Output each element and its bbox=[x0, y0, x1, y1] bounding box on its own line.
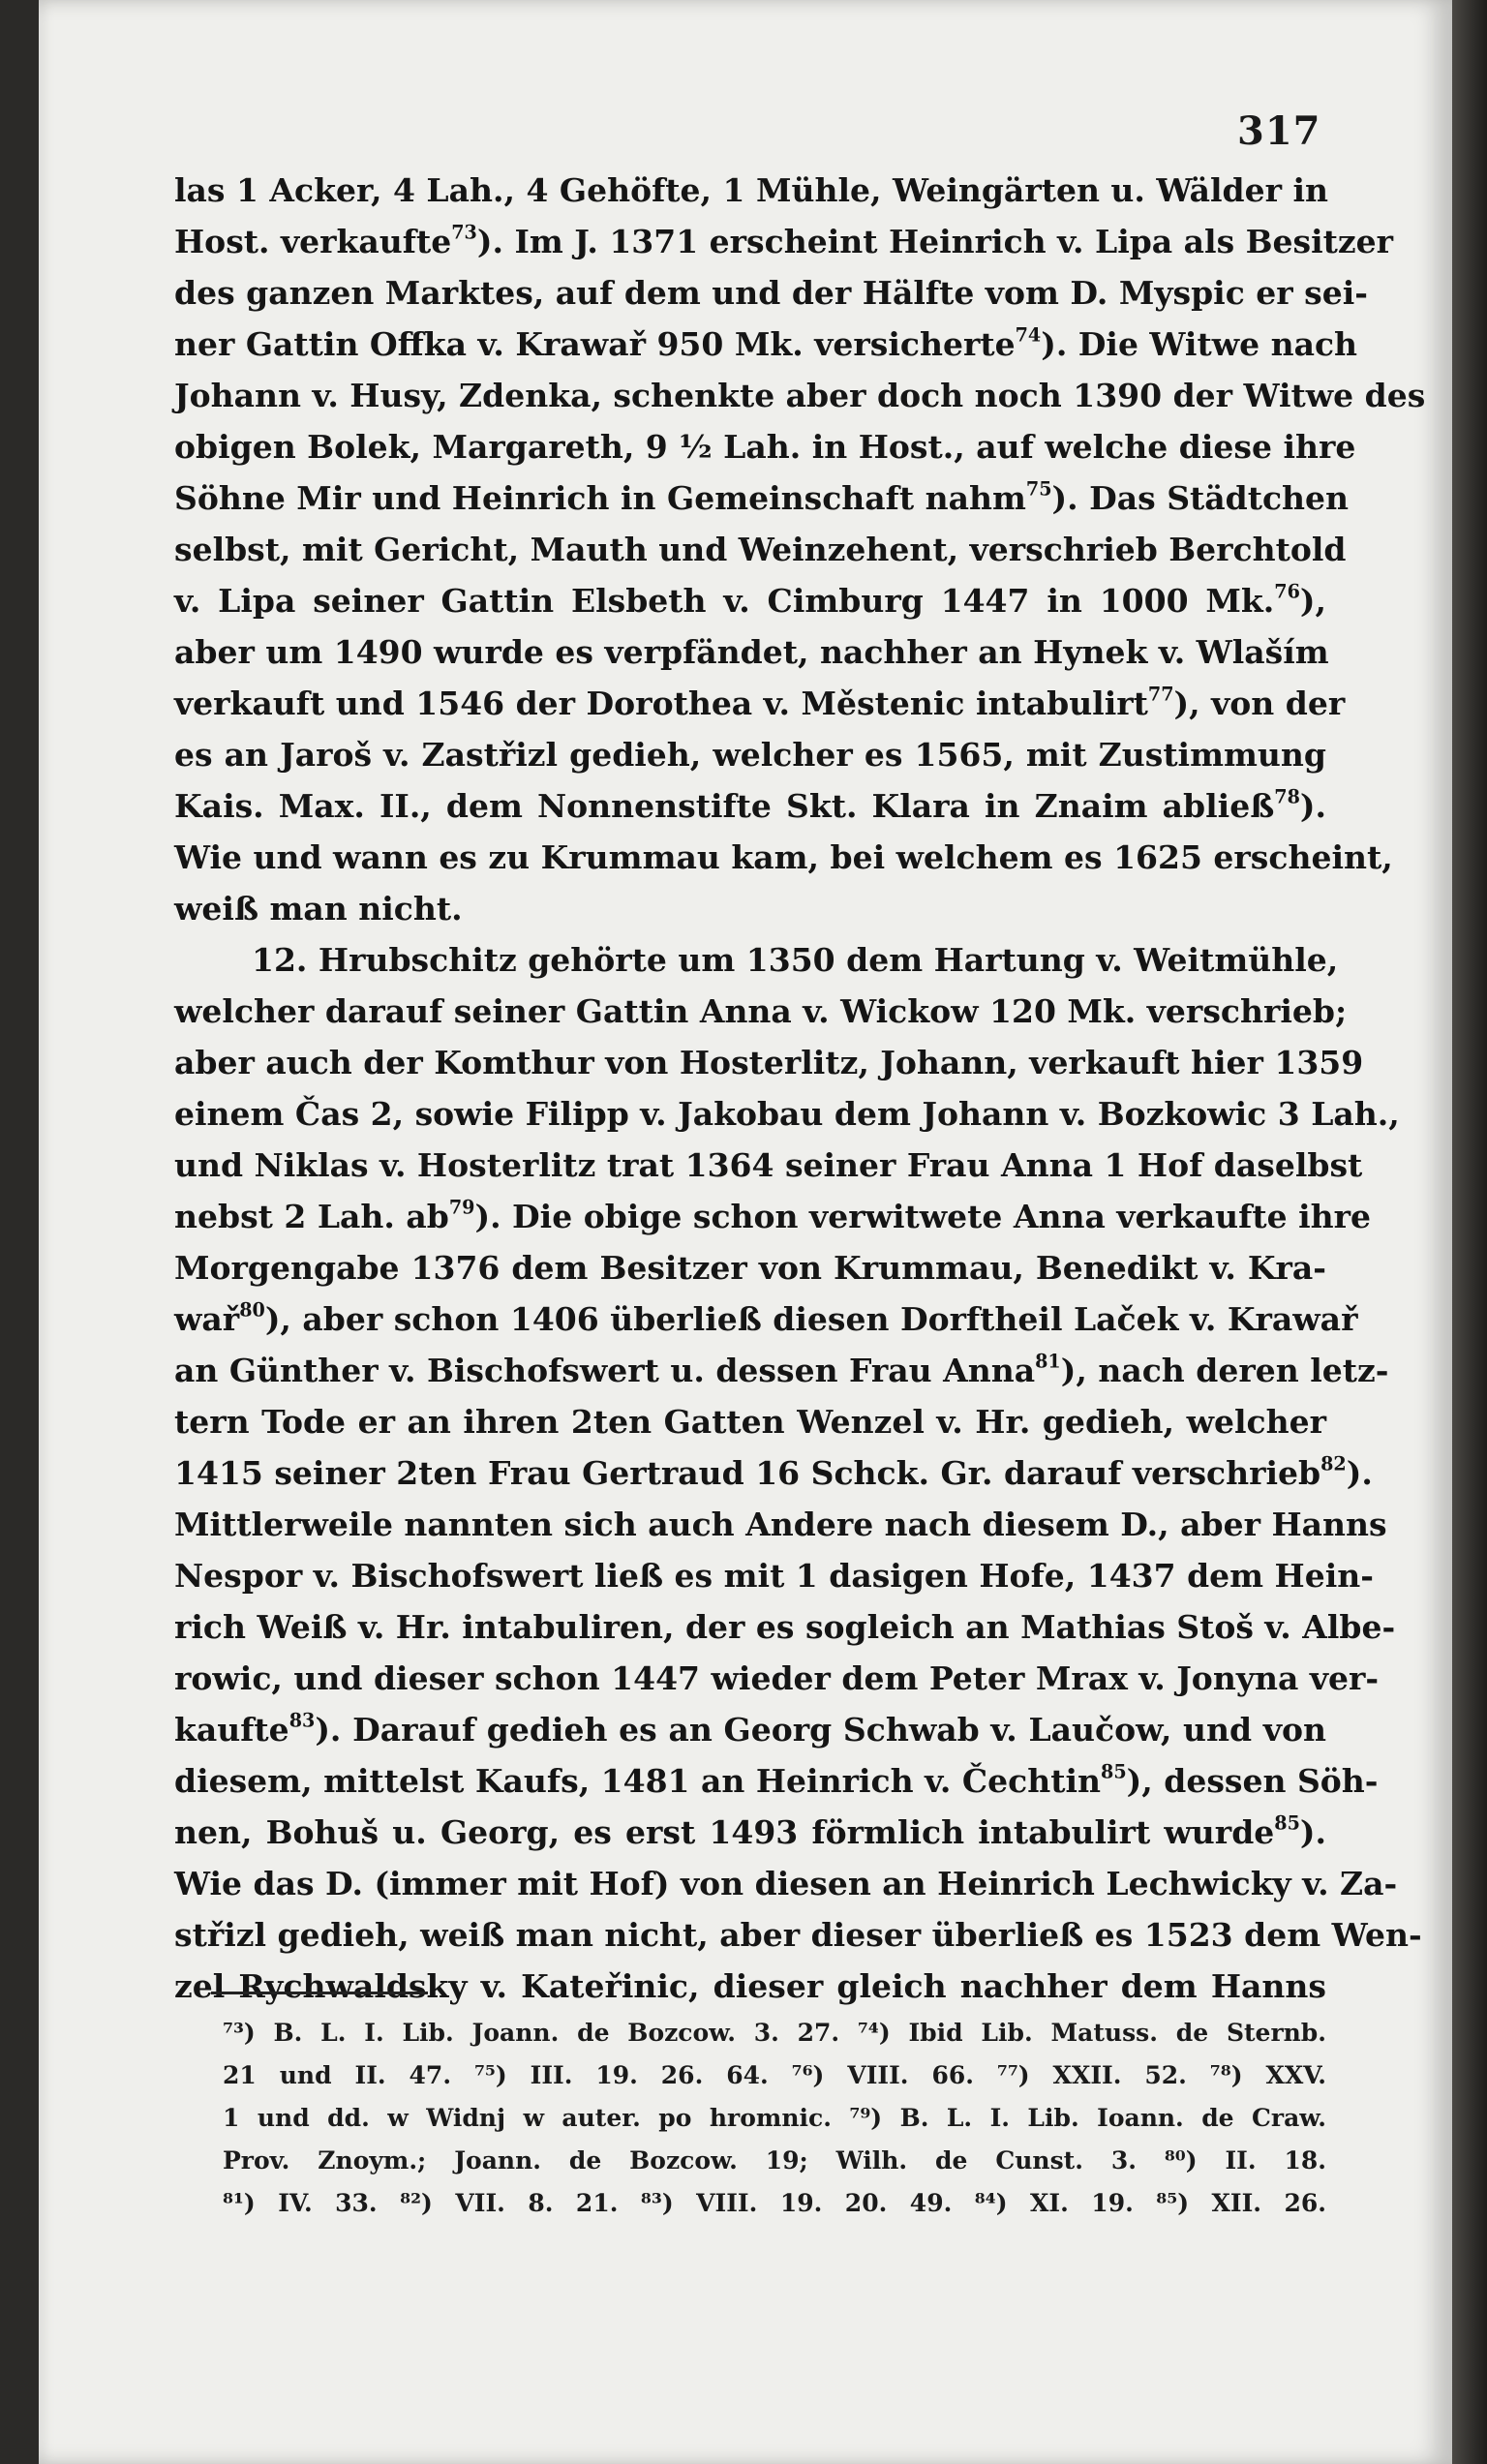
footnote-ref: 75 bbox=[1025, 477, 1052, 501]
text-line bbox=[174, 575, 1326, 626]
line-text: verkauft und 1546 der Dorothea v. Městenic intabulirt bbox=[174, 684, 1148, 722]
line-text: Wie das D. (immer mit Hof) von diesen an Heinrich Lechwicky v. Za- bbox=[174, 1865, 1398, 1902]
line-text: ner Gattin Offka v. Krawař 950 Mk. versicherte bbox=[174, 325, 1016, 363]
text-line bbox=[174, 1447, 1373, 1499]
footnote-ref: 73 bbox=[451, 221, 477, 244]
line-text: obigen Bolek, Margareth, 9 ½ Lah. in Host., auf welche diese ihre bbox=[174, 428, 1356, 466]
line-text: Wie und wann es zu Krummau kam, bei welchem es 1625 erscheint, bbox=[174, 838, 1393, 876]
book-edge bbox=[1452, 0, 1487, 2464]
text-line bbox=[174, 1345, 1389, 1396]
line-text: Host. verkaufte bbox=[174, 223, 452, 260]
text-line bbox=[174, 678, 1346, 729]
line-text: aber auch der Komthur von Hosterlitz, Johann, verkauft hier 1359 bbox=[174, 1044, 1364, 1081]
line-text: Morgengabe 1376 dem Besitzer von Krummau, Benedikt v. Kra- bbox=[174, 1249, 1326, 1287]
line-text: einem Čas 2, sowie Filipp v. Jakobau dem Johann v. Bozkowic 3 Lah., bbox=[174, 1095, 1400, 1133]
text-line bbox=[174, 626, 1329, 678]
line-text: nebst 2 Lah. ab bbox=[174, 1198, 449, 1235]
footnote-ref: 82 bbox=[1320, 1452, 1347, 1475]
text-line bbox=[174, 1858, 1398, 1909]
text-line bbox=[174, 729, 1326, 780]
text-line bbox=[174, 1140, 1363, 1191]
line-text: střizl gedieh, weiß man nicht, aber dieser überließ es 1523 dem Wen- bbox=[174, 1916, 1422, 1954]
line-text: nen, Bohuš u. Georg, es erst 1493 förmlich intabulirt wurde bbox=[174, 1813, 1275, 1851]
footnote-line: ⁷³) B. L. I. Lib. Joann. de Bozcow. 3. 27. ⁷⁴) Ibid Lib. Matuss. de Sternb. bbox=[223, 2019, 1326, 2047]
line-text-tail: ), dessen Söh- bbox=[1126, 1762, 1379, 1800]
text-line bbox=[174, 832, 1393, 883]
page-number: 317 bbox=[1237, 108, 1321, 154]
footnote-divider bbox=[211, 1992, 428, 1994]
line-text: tern Tode er an ihren 2ten Gatten Wenzel v. Hr. gedieh, welcher bbox=[174, 1403, 1326, 1441]
line-text: aber um 1490 wurde es verpfändet, nachher an Hynek v. Wlaším bbox=[174, 633, 1329, 671]
footnote-ref: 76 bbox=[1274, 580, 1300, 603]
footnote-line: 21 und II. 47. ⁷⁵) III. 19. 26. 64. ⁷⁶) VIII. 66. ⁷⁷) XXII. 52. ⁷⁸) XXV. bbox=[223, 2061, 1326, 2089]
text-line bbox=[174, 1755, 1379, 1807]
text-line bbox=[174, 1499, 1387, 1550]
main-text bbox=[174, 165, 1426, 2012]
line-text: Mittlerweile nannten sich auch Andere nach diesem D., aber Hanns bbox=[174, 1506, 1387, 1543]
line-text: kaufte bbox=[174, 1711, 289, 1749]
line-text: und Niklas v. Hosterlitz trat 1364 seiner Frau Anna 1 Hof daselbst bbox=[174, 1146, 1363, 1184]
text-line bbox=[174, 883, 1326, 934]
text-line bbox=[174, 1550, 1374, 1601]
line-text: rich Weiß v. Hr. intabuliren, der es sogleich an Mathias Stoš v. Albe- bbox=[174, 1608, 1396, 1646]
line-text-tail: ), aber schon 1406 überließ diesen Dorftheil Laček v. Krawař bbox=[264, 1300, 1358, 1338]
line-text: wař bbox=[174, 1300, 240, 1338]
line-text-tail: ). bbox=[1299, 787, 1326, 825]
line-text: 1415 seiner 2ten Frau Gertraud 16 Schck. Gr. darauf verschrieb bbox=[174, 1454, 1321, 1492]
line-text-tail: ), von der bbox=[1173, 684, 1346, 722]
line-text: Kais. Max. II., dem Nonnenstifte Skt. Klara in Znaim abließ bbox=[174, 787, 1275, 825]
line-text-tail: ), bbox=[1299, 582, 1326, 620]
footnote-line: 1 und dd. w Widnj w auter. po hromnic. ⁷⁹) B. L. I. Lib. Ioann. de Craw. bbox=[223, 2104, 1326, 2132]
line-text-tail: ). Im J. 1371 erscheint Heinrich v. Lipa als Besitzer bbox=[476, 223, 1394, 260]
footnote-ref: 79 bbox=[448, 1196, 475, 1219]
footnote-ref: 83 bbox=[288, 1709, 316, 1732]
footnote-ref: 81 bbox=[1035, 1350, 1061, 1373]
line-text: Söhne Mir und Heinrich in Gemeinschaft nahm bbox=[174, 479, 1026, 517]
line-text: weiß man nicht. bbox=[174, 890, 463, 928]
text-line bbox=[174, 1704, 1326, 1755]
book-page bbox=[39, 0, 1452, 2464]
line-text-tail: ). Das Städtchen bbox=[1051, 479, 1350, 517]
text-line bbox=[174, 165, 1326, 216]
text-line bbox=[174, 1961, 1326, 2012]
footnote-ref: 74 bbox=[1015, 323, 1042, 347]
line-text-tail: ), nach deren letz- bbox=[1060, 1352, 1389, 1389]
line-text: 12. Hrubschitz gehörte um 1350 dem Hartung v. Weitmühle, bbox=[252, 941, 1339, 979]
text-line bbox=[174, 1807, 1326, 1858]
text-line bbox=[174, 1653, 1380, 1704]
line-text: diesem, mittelst Kaufs, 1481 an Heinrich v. Čechtin bbox=[174, 1762, 1102, 1800]
text-line bbox=[174, 370, 1426, 421]
footnote-ref: 77 bbox=[1147, 683, 1174, 706]
footnotes bbox=[223, 2012, 1326, 2225]
text-line bbox=[174, 1242, 1326, 1293]
line-text-tail: ). bbox=[1346, 1454, 1373, 1492]
footnote-ref: 85 bbox=[1101, 1760, 1127, 1783]
footnote-line: ⁸¹) IV. 33. ⁸²) VII. 8. 21. ⁸³) VIII. 19. 20. 49. ⁸⁴) XI. 19. ⁸⁵) XII. 26. bbox=[223, 2189, 1326, 2217]
line-text: welcher darauf seiner Gattin Anna v. Wickow 120 Mk. verschrieb; bbox=[174, 992, 1348, 1030]
line-text: Nespor v. Bischofswert ließ es mit 1 dasigen Hofe, 1437 dem Hein- bbox=[174, 1557, 1374, 1595]
text-line bbox=[174, 1191, 1371, 1242]
text-line bbox=[174, 780, 1326, 832]
text-line bbox=[174, 319, 1358, 370]
footnote-ref: 78 bbox=[1274, 785, 1300, 808]
line-text: an Günther v. Bischofswert u. dessen Frau Anna bbox=[174, 1352, 1036, 1389]
text-line bbox=[174, 524, 1347, 575]
line-text-tail: ). Darauf gedieh es an Georg Schwab v. Laučow, und von bbox=[315, 1711, 1326, 1749]
footnote-ref: 85 bbox=[1274, 1811, 1300, 1835]
text-line bbox=[174, 216, 1394, 267]
line-text: las 1 Acker, 4 Lah., 4 Gehöfte, 1 Mühle, Weingärten u. Wälder in bbox=[174, 171, 1328, 209]
footnote-ref: 80 bbox=[239, 1298, 265, 1322]
line-text: v. Lipa seiner Gattin Elsbeth v. Cimburg 1447 in 1000 Mk. bbox=[174, 582, 1275, 620]
line-text-tail: ). Die obige schon verwitwete Anna verkaufte ihre bbox=[474, 1198, 1371, 1235]
text-line bbox=[174, 421, 1356, 472]
text-line bbox=[174, 1909, 1422, 1961]
line-text: selbst, mit Gericht, Mauth und Weinzehent, verschrieb Berchtold bbox=[174, 531, 1347, 568]
line-text: zel Rychwaldsky v. Kateřinic, dieser gleich nachher dem Hanns bbox=[174, 1967, 1326, 2005]
footnote-line: Prov. Znoym.; Joann. de Bozcow. 19; Wilh. de Cunst. 3. ⁸⁰) II. 18. bbox=[223, 2146, 1326, 2175]
text-line bbox=[174, 1088, 1400, 1140]
line-text: Johann v. Husy, Zdenka, schenkte aber doch noch 1390 der Witwe des bbox=[174, 377, 1426, 414]
line-text-tail: ). Die Witwe nach bbox=[1041, 325, 1358, 363]
line-text: rowic, und dieser schon 1447 wieder dem Peter Mrax v. Jonyna ver- bbox=[174, 1659, 1380, 1697]
text-line bbox=[174, 934, 1339, 986]
line-text: des ganzen Marktes, auf dem und der Hälfte vom D. Myspic er sei- bbox=[174, 274, 1368, 312]
text-line bbox=[174, 1396, 1326, 1447]
text-line bbox=[174, 1601, 1396, 1653]
text-line bbox=[174, 1293, 1358, 1345]
line-text-tail: ). bbox=[1299, 1813, 1326, 1851]
text-line bbox=[174, 472, 1350, 524]
text-line bbox=[174, 1037, 1364, 1088]
text-line bbox=[174, 986, 1348, 1037]
text-line bbox=[174, 267, 1368, 319]
line-text: es an Jaroš v. Zastřizl gedieh, welcher es 1565, mit Zustimmung bbox=[174, 736, 1326, 774]
